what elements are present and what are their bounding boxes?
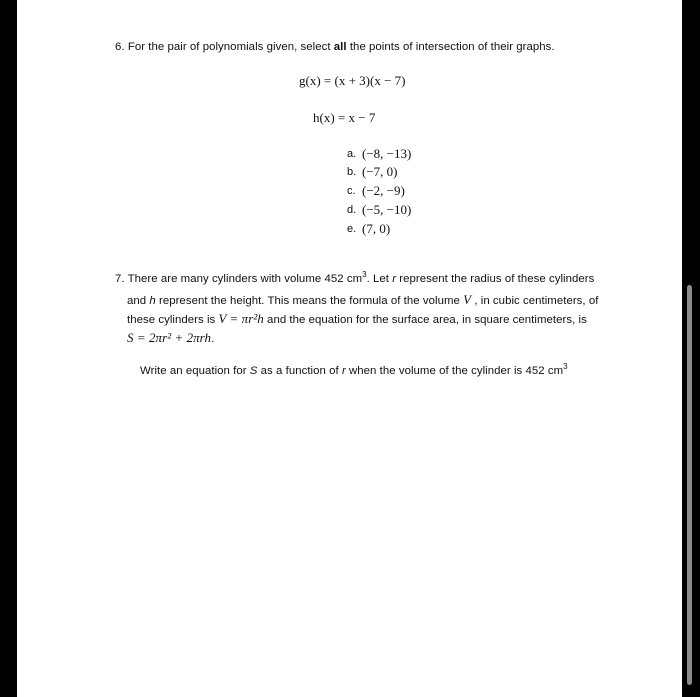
q7-line1-a: There are many cylinders with volume 452 cm (127, 273, 363, 285)
h-rhs: x − 7 (348, 110, 376, 125)
choice-d-letter: d. (347, 204, 357, 216)
q7-var-V: V (463, 292, 472, 307)
choice-a-letter: a. (347, 148, 357, 160)
g-lhs: g(x) = (299, 73, 335, 88)
q7-var-r: r (392, 273, 397, 285)
q7-line2-a: and (127, 295, 150, 307)
q7-line1-c: represent the radius of these cylinders (396, 273, 595, 285)
document-page (17, 0, 682, 697)
h-equation (313, 110, 375, 126)
choice-c-value[interactable]: (−2, −9) (362, 183, 405, 198)
q7-line-3 (127, 311, 587, 327)
g-rhs: (x + 3)(x − 7) (334, 73, 406, 88)
q7-number: 7. (115, 273, 125, 285)
choice-a-value[interactable]: (−8, −13) (362, 146, 412, 161)
q7-line2-c: , in cubic centimeters, of (471, 295, 599, 307)
q7-prompt-a: Write an equation for (140, 365, 250, 377)
q7-line1-b: . Let (366, 273, 393, 285)
q7-prompt-b: as a function of (257, 365, 342, 377)
q6-text-after: the points of intersection of their graphs. (346, 41, 555, 53)
choice-d-value[interactable]: (−5, −10) (362, 202, 412, 217)
q7-prompt-c: when the volume of the cylinder is 452 cm (345, 365, 564, 377)
q7-line3-a: these cylinders is (127, 314, 219, 326)
q7-var-S: S (249, 365, 258, 377)
q7-prompt (140, 362, 568, 377)
q7-line3-b: and the equation for the surface area, in square centimeters, is (263, 314, 587, 326)
q7-line1-sup: 3 (362, 270, 367, 279)
q6-number: 6. (115, 41, 125, 53)
q7-line-1 (115, 270, 595, 285)
volume-formula: V = πr²h (218, 311, 264, 326)
q7-var-h: h (149, 295, 156, 307)
q7-prompt-var-r: r (341, 365, 346, 377)
choice-c-letter: c. (347, 185, 356, 197)
choice-e-value[interactable]: (7, 0) (362, 221, 391, 236)
choice-b-letter: b. (347, 166, 357, 178)
surface-area-formula: S = 2πr² + 2πrh (127, 330, 212, 345)
q7-line-2 (127, 292, 598, 308)
q7-line-4 (127, 330, 214, 346)
q7-prompt-sup: 3 (563, 362, 568, 371)
h-lhs: h(x) = (313, 110, 349, 125)
vertical-scrollbar[interactable] (687, 285, 692, 685)
q6-text-before: For the pair of polynomials given, select (127, 41, 334, 53)
q6-text-bold: all (333, 41, 347, 53)
q7-line4-end: . (211, 333, 215, 345)
q7-line2-b: represent the height. This means the formula of the volume (155, 295, 464, 307)
g-equation (299, 73, 405, 89)
q6-prompt (115, 41, 555, 53)
choice-b-value[interactable]: (−7, 0) (362, 164, 398, 179)
choice-e-letter: e. (347, 223, 357, 235)
